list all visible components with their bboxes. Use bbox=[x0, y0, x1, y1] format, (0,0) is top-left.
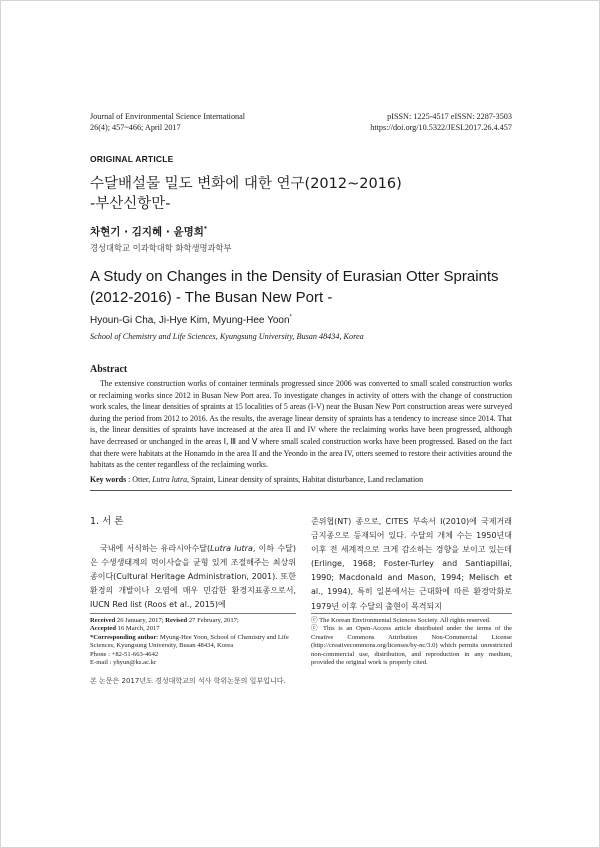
journal-issn: pISSN: 1225-4517 eISSN: 2287-3503 bbox=[387, 112, 512, 121]
corresponding-author bbox=[90, 634, 296, 651]
intro-left-text-b: , 이하 수달)은 수생생태계의 먹이사슬을 균형 있게 조절해주는 최상위 종이다(Cultural Heritage Administration, 2001). 또한 환경의 개발이나 오염에 매우 민감한 환경지표종으로서, IUCN Red list (Roos et al., 2015)에 bbox=[90, 544, 296, 610]
keywords-label: Key words bbox=[90, 475, 127, 484]
keywords-before: : Otter, bbox=[126, 475, 153, 484]
article-type: ORIGINAL ARTICLE bbox=[90, 154, 174, 164]
authors-korean-names: 차현기 · 김지혜 · 윤명희 bbox=[90, 226, 204, 238]
corresponding-label: *Corresponding author bbox=[90, 633, 157, 641]
footer-right bbox=[311, 617, 512, 667]
received-date: 26 January, 2017; bbox=[115, 617, 166, 624]
doi-link[interactable]: https://doi.org/10.5322/JESI.2017.26.4.457 bbox=[370, 123, 512, 132]
keywords-divider bbox=[90, 490, 512, 491]
abstract-text: The extensive construction works of container terminals progressed since 2006 was converted to small scaled construction works or reclaiming works since 2012 in Busan New Port area. To investigate changes in activity of otters with the change of construction work scales, the linear densities of spraints at 15 localities of 5 areas (I-V) near the Busan New Port construction areas were surveyed during the period from 2012 to 2016. As the results, the average linear density of spraints has a tendency to increase since 2014. That is, the linear densities of spraints have increased at the area II and IV where the reclaiming works have been progressed, although have decreased or unchanged in the areas Ⅰ, Ⅲ and Ⅴ where small scaled construction works have been progressed. Based on the fact that there were habitats at the Honamdo in the area II and the Yeondo in the area IV, otters seemed to restore their activities around the habitats as the center regardless of the reclaiming works. bbox=[90, 379, 512, 470]
intro-right-column: 준위협(NT) 종으로, CITES 부속서 I(2010)에 국제거래 금지종으로 등재되어 있다. 수달의 개체 수는 1950년대 이후 전 세계적으로 크게 감소하는 경향을 보이고 있는데(Erlinge, 1968; Foster-Turley and Santiapillai, 1990; Macdonald and Mason, 1994; Melisch et al., 1994), 특히 일본에서는 근대화에 따른 환경악화로 1979년 이후 수달의 출현이 목격되지 bbox=[311, 517, 512, 611]
email: E-mail : yhyun@ks.ac.kr bbox=[90, 659, 157, 667]
intro-left-italic: Lutra lutra bbox=[210, 544, 253, 553]
intro-left-column bbox=[90, 542, 296, 612]
title-korean-line2: -부산신항만- bbox=[90, 195, 171, 212]
journal-issue: 26(4); 457~466; April 2017 bbox=[90, 123, 181, 132]
received-line bbox=[90, 617, 296, 625]
keywords-italic: Lutra lutra bbox=[152, 475, 188, 484]
affiliation-english: School of Chemistry and Life Sciences, Kyungsung University, Busan 48434, Korea bbox=[90, 332, 364, 341]
accepted-label: Accepted bbox=[90, 625, 116, 633]
keywords-after: , Spraint, Linear density of spraints, Habitat disturbance, Land reclamation bbox=[187, 475, 424, 484]
journal-name: Journal of Environmental Science International bbox=[90, 112, 246, 121]
title-korean bbox=[90, 175, 512, 214]
copyright-notice: ⓒ The Korean Environmental Sciences Society. All rights reserved. bbox=[311, 617, 491, 624]
license-notice: ⓒ This is an Open-Access article distributed under the terms of the Creative Commons Attribution Non-Commercial License (http://creativecommons.org/licenses/by-nc/3.0) which permits unrestricted non-commercial use, distribution, and reproduction in any medium, provided the original work is properly cited. bbox=[311, 625, 512, 667]
authors-english bbox=[90, 315, 292, 326]
abstract-heading: Abstract bbox=[90, 364, 128, 375]
accepted-date: 16 March, 2017 bbox=[116, 625, 160, 633]
keywords bbox=[90, 474, 512, 485]
title-english-line1: A Study on Changes in the Density of Eurasian Otter Spraints bbox=[90, 268, 499, 285]
affiliation-korean: 경성대학교 이과학대학 화학생명과학부 bbox=[90, 243, 232, 253]
corresponding-mark: * bbox=[203, 225, 208, 233]
accepted-line bbox=[90, 625, 296, 633]
authors-english-names: Hyoun-Gi Cha, Ji-Hye Kim, Myung-Hee Yoon bbox=[90, 315, 290, 326]
footer-left bbox=[90, 617, 296, 667]
title-korean-line1: 수달배설물 밀도 변화에 대한 연구(2012~2016) bbox=[90, 176, 402, 192]
revised-label: Revised bbox=[165, 617, 188, 624]
authors-korean bbox=[90, 224, 207, 239]
phone: Phone : +82-51-663-4642 bbox=[90, 650, 159, 658]
corresponding-mark-en: * bbox=[289, 314, 292, 321]
revised-date: 27 February, 2017; bbox=[187, 617, 239, 624]
title-english bbox=[90, 266, 520, 308]
section-heading-introduction: 1. 서 론 bbox=[90, 516, 124, 527]
thesis-note: 본 논문은 2017년도 경성대학교의 석사 학위논문의 일부입니다. bbox=[90, 677, 286, 685]
intro-left-text-a: 국내에 서식하는 유라시아수달( bbox=[100, 544, 211, 553]
journal-header-right bbox=[312, 111, 512, 133]
received-label: Received bbox=[90, 617, 116, 624]
corresponding-text: : Myung-Hee Yoon, School of Chemistry and Life Sciences, Kyungsung University, Busan 48434, Korea bbox=[90, 633, 289, 650]
journal-header-left bbox=[90, 111, 245, 133]
footer-divider-left bbox=[90, 613, 296, 614]
title-english-line2: (2012-2016) - The Busan New Port - bbox=[90, 289, 333, 306]
footer-divider-right bbox=[311, 613, 512, 614]
